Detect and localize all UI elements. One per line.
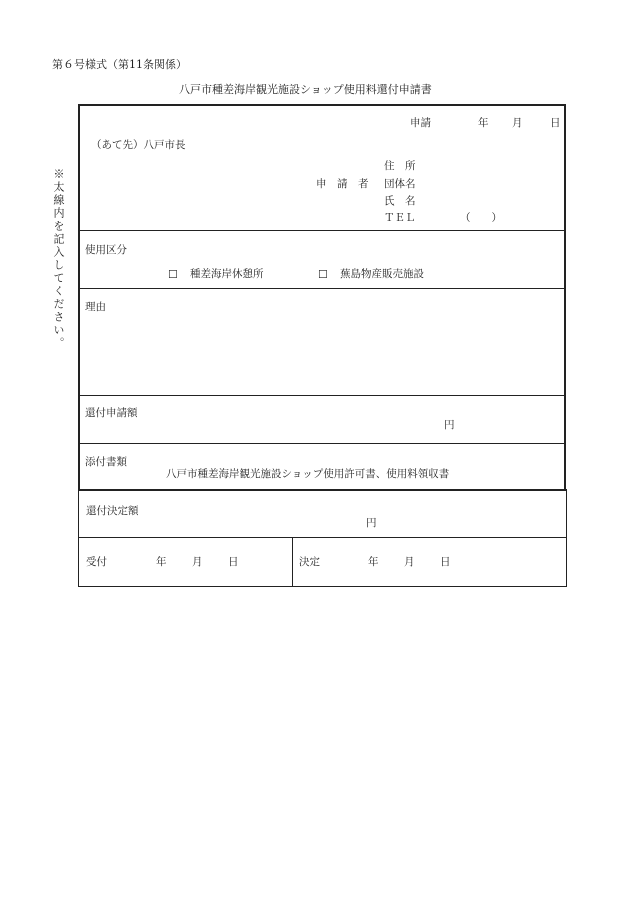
row-divider [80,395,564,396]
page-title: 八戸市種差海岸観光施設ショップ使用料還付申請書 [179,83,432,96]
received-year-label: 年 [156,556,167,568]
form-table-main [78,104,566,491]
row-divider [80,443,564,444]
form-number: 第６号様式（第11条関係） [52,58,187,71]
row-divider [79,537,566,538]
option-rest-area-label: 種差海岸休憩所 [190,268,264,280]
row-divider [80,288,564,289]
refund-request-yen-unit: 円 [444,419,455,431]
received-day-label: 日 [228,556,239,568]
group-name-label: 団体名 [384,178,416,190]
usage-category-label: 使用区分 [85,244,127,256]
option-souvenir-shop-label: 蕪島物産販売施設 [340,268,424,280]
checkbox-rest-area[interactable]: ☐ [168,268,178,281]
side-note: ※太線内を記入してください。 [52,168,65,350]
decided-label: 決定 [299,556,320,568]
attachments-value: 八戸市種差海岸観光施設ショップ使用許可書、使用料領収書 [166,468,450,480]
apply-day-label: 日 [550,117,561,129]
address-label: 住 所 [384,160,416,172]
tel-area-code-paren: （ ） [460,212,502,224]
decided-day-label: 日 [440,556,451,568]
apply-month-label: 月 [512,117,523,129]
name-label: 氏 名 [384,195,416,207]
checkbox-souvenir-shop[interactable]: ☐ [318,268,328,281]
attachments-label: 添付書類 [85,456,127,468]
decided-year-label: 年 [368,556,379,568]
received-label: 受付 [86,556,107,568]
decided-month-label: 月 [404,556,415,568]
applicant-label: 申 請 者 [316,178,369,190]
reason-label: 理由 [85,301,106,313]
tel-label: ＴＥＬ [384,212,416,224]
column-divider [292,537,293,586]
form-table-office-use [78,489,567,587]
row-divider [80,230,564,231]
refund-decision-label: 還付決定額 [86,505,139,517]
apply-date-label: 申請 [410,117,431,129]
refund-request-label: 還付申請額 [85,407,138,419]
apply-year-label: 年 [478,117,489,129]
addressee: （あて先）八戸市長 [91,139,186,151]
received-month-label: 月 [192,556,203,568]
refund-decision-yen-unit: 円 [366,517,377,529]
